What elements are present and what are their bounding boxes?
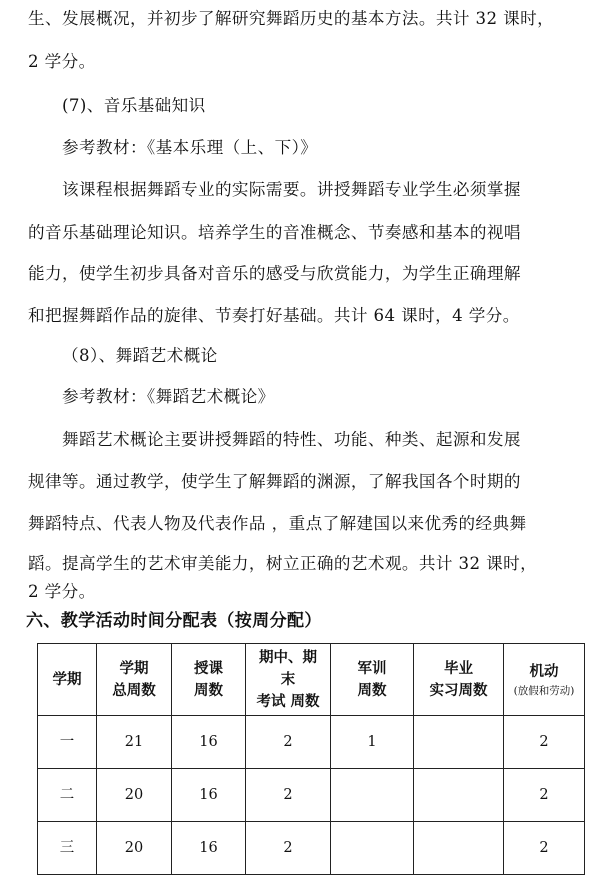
cell-flexible: 2	[504, 822, 585, 875]
cell-internship	[414, 716, 504, 769]
cell-exam: 2	[246, 769, 331, 822]
paragraph-line: 能力，使学生初步具备对音乐的感受与欣赏能力，为学生正确理解	[28, 264, 521, 283]
table-row	[38, 716, 585, 769]
cell-internship	[414, 822, 504, 875]
section-title: 六、教学活动时间分配表（按周分配）	[26, 611, 322, 631]
cell-teaching: 16	[172, 716, 246, 769]
cell-flexible: 2	[504, 769, 585, 822]
table-header-row	[38, 644, 585, 716]
paragraph-line-last: 2 学分。	[28, 582, 96, 601]
reference-textbook: 参考教材：《基本乐理（上、下）》	[62, 138, 318, 157]
cell-exam: 2	[246, 822, 331, 875]
subsection-heading: (7)、音乐基础知识	[62, 96, 206, 115]
paragraph-line: 该课程根据舞蹈专业的实际需要。讲授舞蹈专业学生必须掌握	[62, 180, 521, 199]
schedule-table	[37, 643, 585, 875]
header-military-weeks: 军训 周数	[331, 644, 414, 716]
cell-teaching: 16	[172, 822, 246, 875]
header-exam-weeks: 期中、期 末 考试 周数	[246, 644, 331, 716]
cell-military	[331, 822, 414, 875]
reference-textbook: 参考教材：《舞蹈艺术概论》	[62, 387, 275, 406]
header-flexible: 机动 (放假和劳动)	[504, 644, 585, 716]
paragraph-line: 舞蹈艺术概论主要讲授舞蹈的特性、功能、种类、起源和发展	[62, 430, 521, 449]
header-internship-weeks: 毕业 实习周数	[414, 644, 504, 716]
header-total-weeks: 学期 总周数	[97, 644, 172, 716]
header-semester: 学期	[38, 644, 97, 716]
cell-exam: 2	[246, 716, 331, 769]
cell-flexible: 2	[504, 716, 585, 769]
cell-teaching: 16	[172, 769, 246, 822]
cell-total: 20	[97, 769, 172, 822]
table-row	[38, 769, 585, 822]
cell-military	[331, 769, 414, 822]
cell-semester: 一	[38, 716, 97, 769]
paragraph-line: 2 学分。	[28, 52, 96, 71]
paragraph-line: 生、发展概况，并初步了解研究舞蹈历史的基本方法。共计 32 课时，	[28, 9, 555, 28]
cell-total: 21	[97, 716, 172, 769]
paragraph-line: 和把握舞蹈作品的旋律、节奏打好基础。共计 64 课时，4 学分。	[28, 306, 520, 325]
header-teaching-weeks: 授课 周数	[172, 644, 246, 716]
paragraph-line: 规律等。通过教学，使学生了解舞蹈的渊源，了解我国各个时期的	[28, 472, 521, 491]
subsection-heading: （8）、舞蹈艺术概论	[62, 346, 218, 365]
paragraph-line: 舞蹈特点、代表人物及代表作品 ，重点了解建国以来优秀的经典舞	[28, 514, 527, 533]
cell-total: 20	[97, 822, 172, 875]
cell-military: 1	[331, 716, 414, 769]
cell-semester: 三	[38, 822, 97, 875]
paragraph-line: 蹈。提高学生的艺术审美能力，树立正确的艺术观。共计 32 课时，	[28, 554, 538, 573]
table-row	[38, 822, 585, 875]
cell-internship	[414, 769, 504, 822]
paragraph-line: 的音乐基础理论知识。培养学生的音准概念、节奏感和基本的视唱	[28, 223, 521, 242]
cell-semester: 二	[38, 769, 97, 822]
